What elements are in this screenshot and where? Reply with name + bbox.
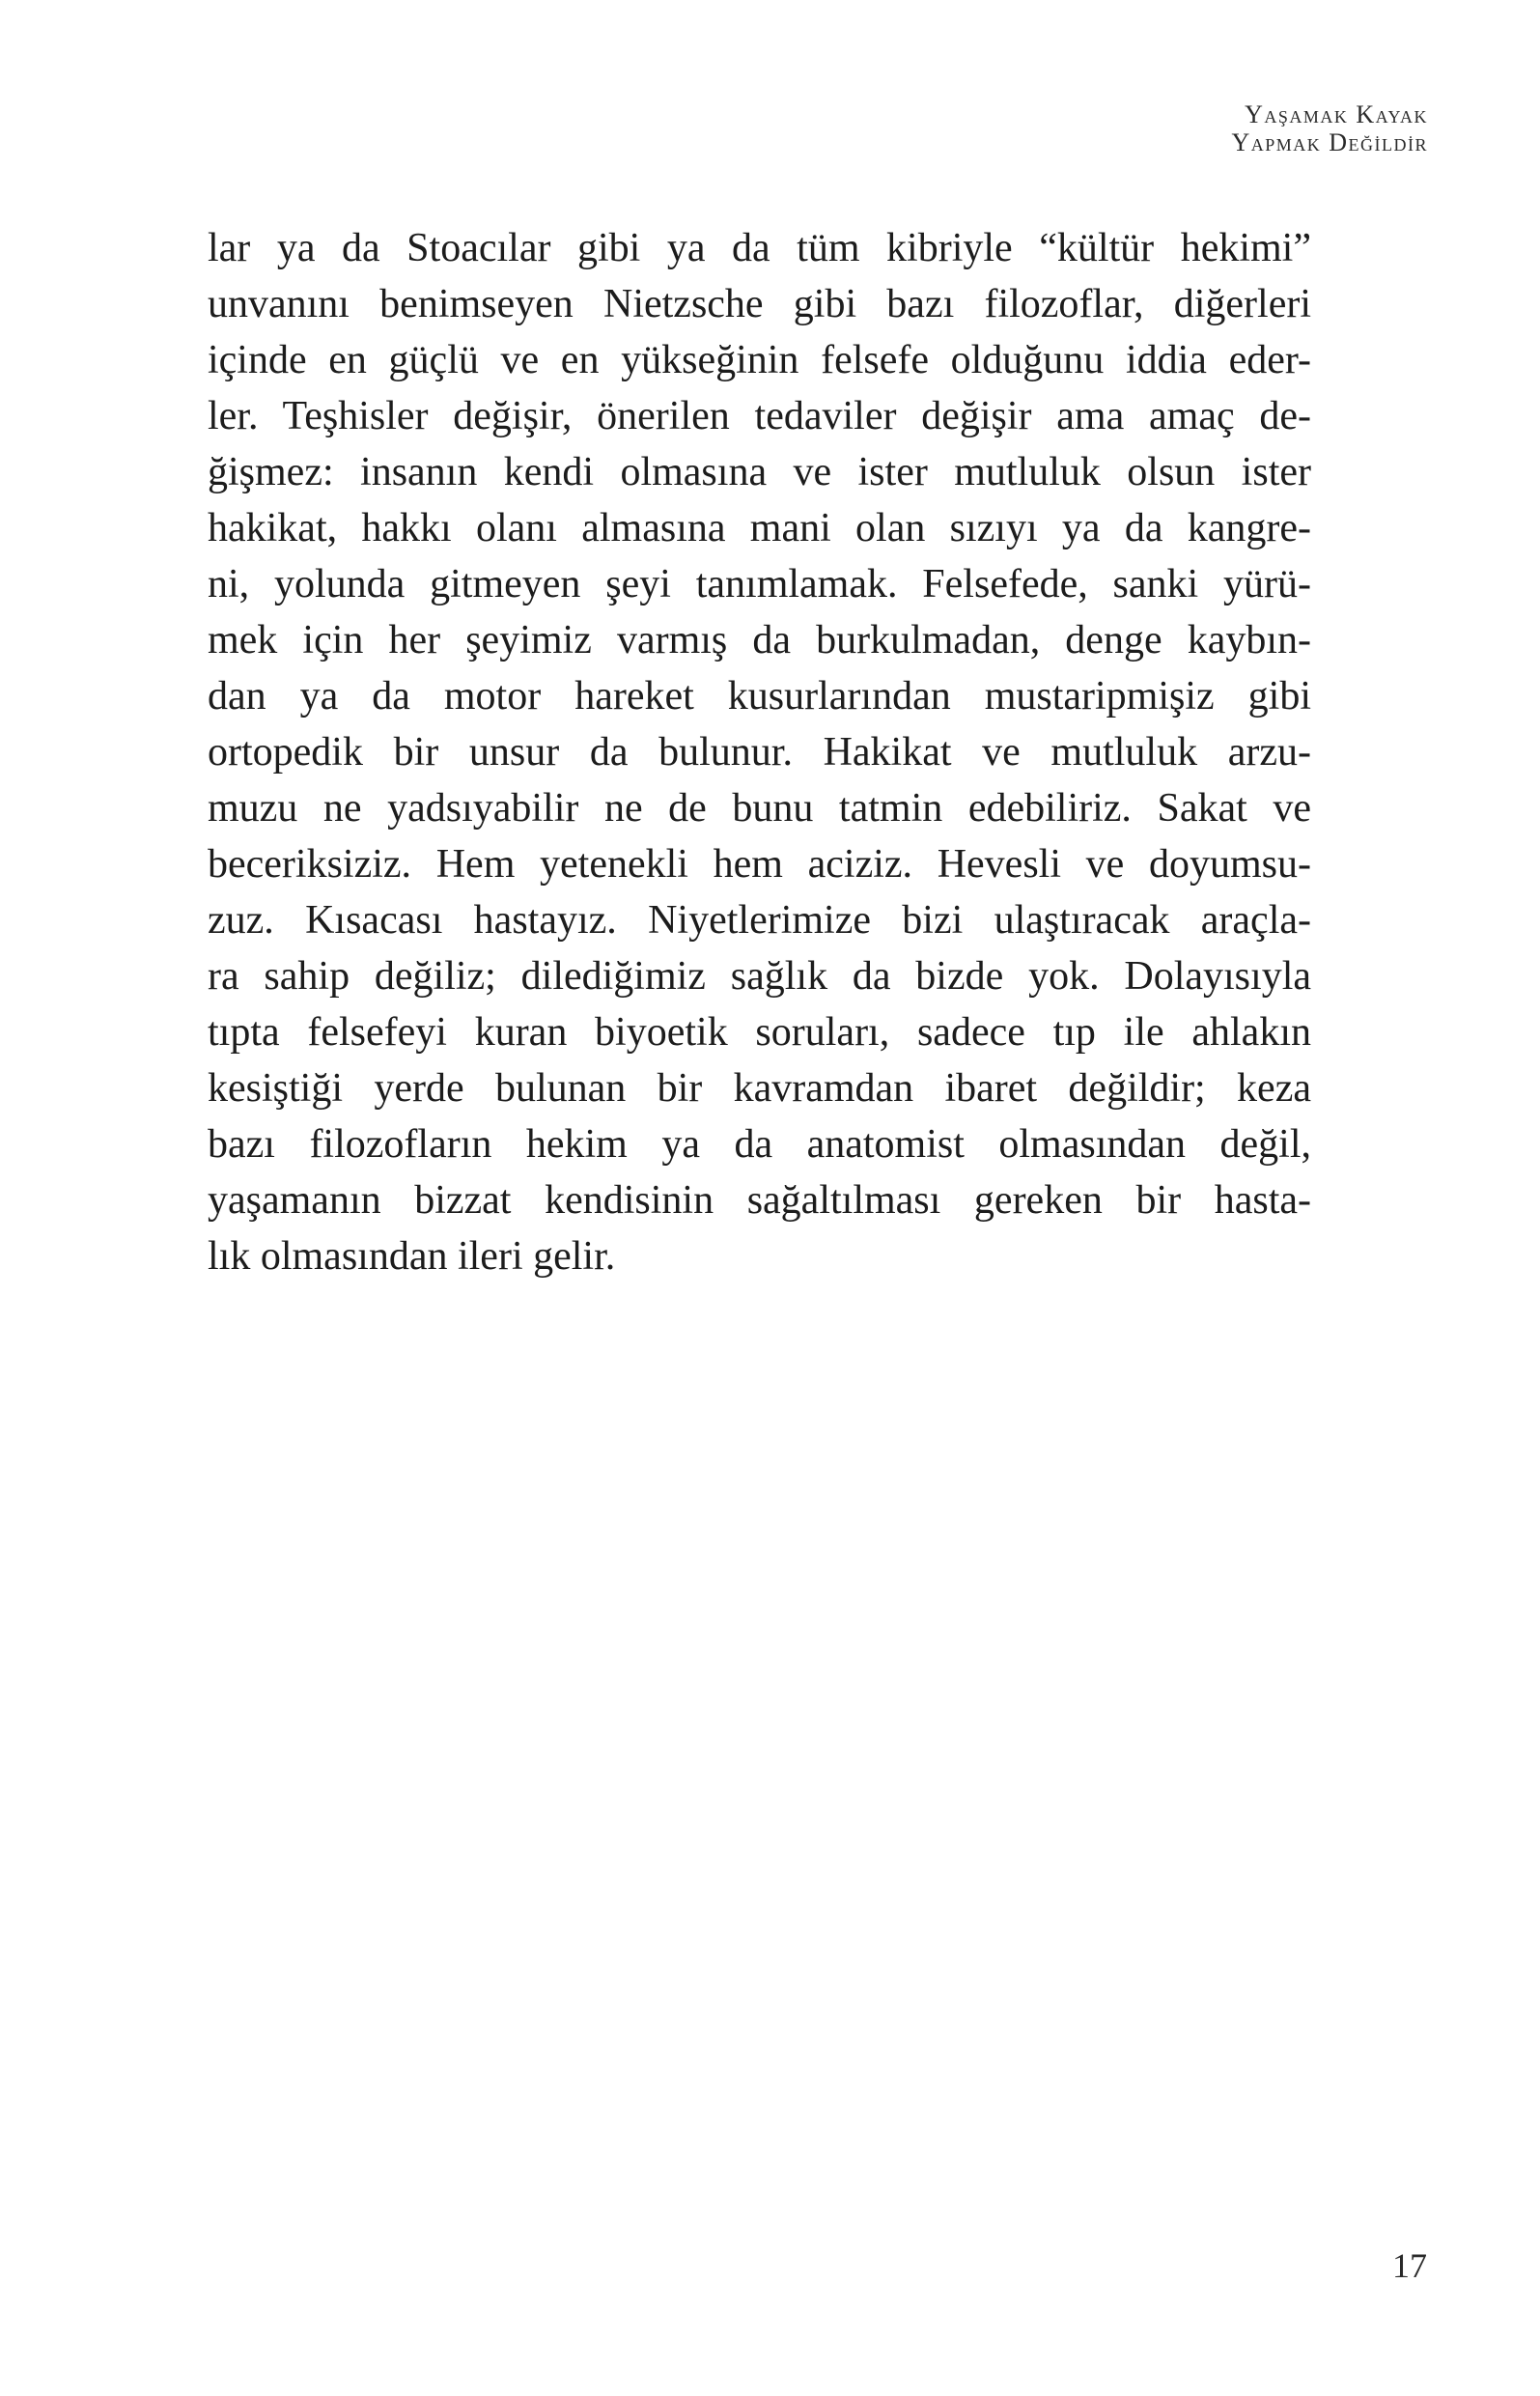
- body-line: ra sahip değiliz; dilediğimiz sağlık da bizde yok. Dolayısıyla: [208, 954, 1311, 999]
- body-line: ler. Teşhisler değişir, önerilen tedaviler değişir ama amaç de-: [208, 394, 1311, 438]
- body-line: tıpta felsefeyi kuran biyoetik soruları, sadece tıp ile ahlakın: [208, 1010, 1311, 1055]
- body-line: beceriksiziz. Hem yetenekli hem aciziz. Hevesli ve doyumsu-: [208, 842, 1311, 887]
- body-line: lar ya da Stoacılar gibi ya da tüm kibriyle “kültür hekimi”: [208, 226, 1311, 270]
- page-number: 17: [1392, 2246, 1427, 2285]
- running-header-line1: Yaşamak Kayak: [1245, 100, 1428, 128]
- body-line: zuz. Kısacası hastayız. Niyetlerimize bizi ulaştıracak araçla-: [208, 898, 1311, 943]
- body-line: bazı filozofların hekim ya da anatomist olmasından değil,: [208, 1122, 1311, 1167]
- body-line: ğişmez: insanın kendi olmasına ve ister mutluluk olsun ister: [208, 450, 1311, 494]
- body-line: yaşamanın bizzat kendisinin sağaltılması gereken bir hasta-: [208, 1178, 1311, 1223]
- body-line: ni, yolunda gitmeyen şeyi tanımlamak. Felsefede, sanki yürü-: [208, 562, 1311, 606]
- body-line: dan ya da motor hareket kusurlarından mustaripmişiz gibi: [208, 674, 1311, 719]
- body-line: ortopedik bir unsur da bulunur. Hakikat ve mutluluk arzu-: [208, 730, 1311, 775]
- running-header-line2: Yapmak Değildir: [1231, 128, 1428, 156]
- body-line: unvanını benimseyen Nietzsche gibi bazı filozoflar, diğerleri: [208, 282, 1311, 326]
- body-line: içinde en güçlü ve en yükseğinin felsefe olduğunu iddia eder-: [208, 338, 1311, 382]
- body-line: lık olmasından ileri gelir.: [208, 1234, 616, 1279]
- body-text: [208, 220, 1311, 1284]
- body-line: hakikat, hakkı olanı almasına mani olan sızıyı ya da kangre-: [208, 506, 1311, 550]
- body-line: kesiştiği yerde bulunan bir kavramdan ibaret değildir; keza: [208, 1066, 1311, 1111]
- running-header: [1231, 100, 1428, 156]
- body-line: muzu ne yadsıyabilir ne de bunu tatmin edebiliriz. Sakat ve: [208, 786, 1311, 831]
- body-line: mek için her şeyimiz varmış da burkulmadan, denge kaybın-: [208, 618, 1311, 662]
